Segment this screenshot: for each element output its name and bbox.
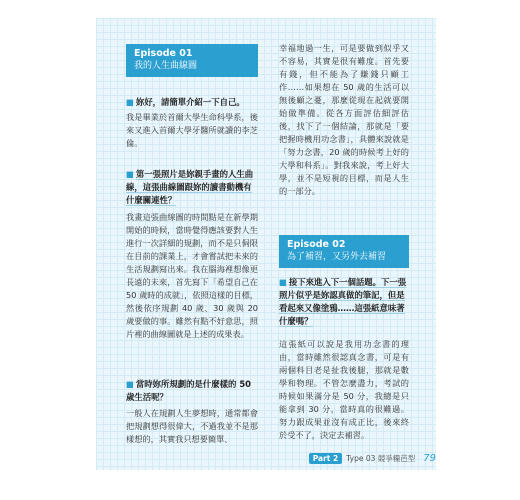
bullet-icon: ■ xyxy=(126,169,134,179)
episode-01-header xyxy=(126,44,258,77)
answer-3: 一般人在規劃人生夢想時，通常都會把規劃想得很偉大，不過我並不是那樣想的，其實我只想要簡單、 xyxy=(126,408,258,444)
episode-02-header xyxy=(279,235,409,268)
question-4: ■ 接下來進入下一個話題。下一張照片似乎是妳認真做的筆記，但是看起來又像塗鴉……這張紙意味著什麼嗎？ xyxy=(279,277,407,326)
episode-title: 我的人生曲線圖 xyxy=(134,61,198,71)
answer-4: 這張紙可以說是我用功念書的理由，當時雖然很認真念書，可是有兩個科目老是扯我後腿，那就是數學和物理。不管怎麼盡力，考試的時候如果滿分是 50 分，我總是只能拿到 30 分，當時真的很難過。努力跟成果並沒有成正比，後來終於受不了，決定去補習。 xyxy=(279,339,409,440)
bullet-icon: ■ xyxy=(126,379,134,389)
chapter-type: Type 03 競爭糧芭型 xyxy=(346,454,416,463)
answer-3-continued: 幸福地過一生，可是要做到似乎又不容易，其實是很有難度。首先要有錢，但不能為了賺錢只顧工作……如果想在 50 歲的生活可以無後顧之憂，那麼從現在起就要開始做準備。從各方面評估細評估後，找下了一個結論，那就是「要把握時機用功念書」，具體來說就是「努力念書，20 歲的時候考上好的大學和科系」。對我來說，考上好大學，並不是短視的目標，而是人生的一部分。 xyxy=(279,43,409,196)
part-badge: Part 2 xyxy=(309,453,342,464)
question-3: ■ 當時妳所規劃的是什麼樣的 50 歲生活呢？ xyxy=(126,379,251,402)
book-page xyxy=(96,18,436,470)
answer-1: 我是畢業於首爾大學生命科學系，後來又進入首爾大學牙醫所就讀的李芝倫。 xyxy=(126,112,258,148)
episode-title: 為了補習，又另外去補習 xyxy=(287,252,387,262)
page-footer xyxy=(309,453,436,464)
bullet-icon: ■ xyxy=(279,277,287,287)
episode-number: Episode 02 xyxy=(287,239,346,250)
question-2: ■ 第一張照片是妳親手畫的人生曲線，這張曲線圖跟妳的讀書動機有什麼關連性？ xyxy=(126,169,254,205)
question-1: ■ 妳好，請簡單介紹一下自己。 xyxy=(126,97,245,107)
page-number: 79 xyxy=(423,453,436,464)
episode-number: Episode 01 xyxy=(134,48,193,59)
bullet-icon: ■ xyxy=(126,97,134,107)
answer-2: 我畫這張曲線圖的時間點是在新學期開始的時候，當時覺得應該要對人生進行一次詳細的規劃，而不是只侷限在目前的課業上，才會嘗試把未來的生活規劃寫出來。我在腦海裡想像更長遠的未來，首先寫下「希望自己在 50 歲時的成就」，依照這樣的目標，然後依序規劃 40 歲、30 歲與 20 歲要做的事。雖然有點不好意思，照片裡的曲線圖就是上述的成果表。 xyxy=(126,212,258,339)
